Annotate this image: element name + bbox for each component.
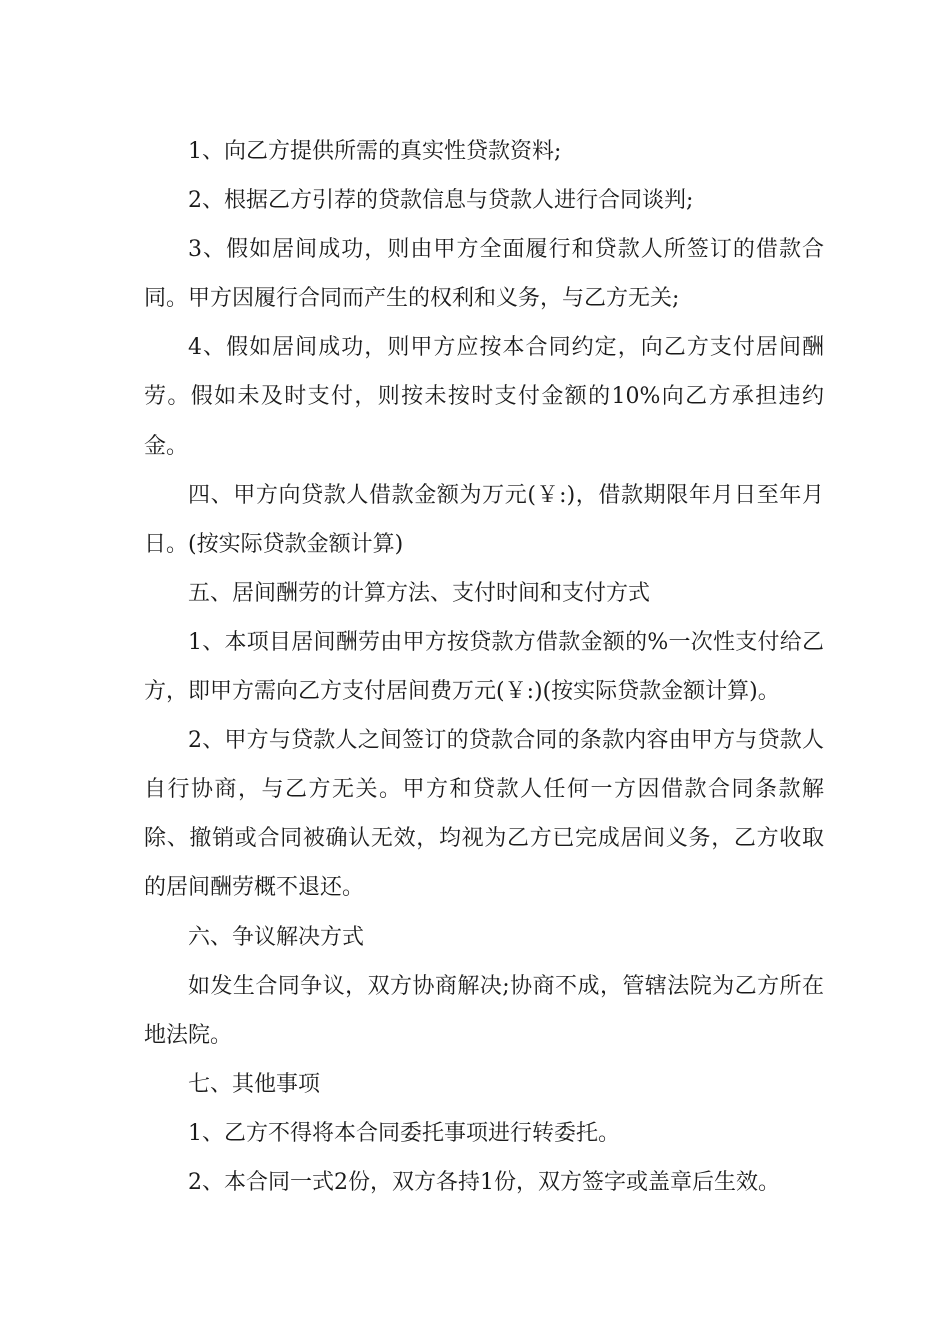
document-body	[144, 127, 824, 1207]
paragraph: 2、本合同一式2份，双方各持1份，双方签字或盖章后生效。	[188, 1169, 780, 1195]
paragraph: 2、根据乙方引荐的贷款信息与贷款人进行合同谈判;	[188, 188, 694, 214]
section-heading: 六、争议解决方式	[188, 924, 365, 950]
section-heading: 七、其他事项	[188, 1071, 321, 1097]
paragraph: 2、甲方与贷款人之间签订的贷款合同的条款内容由甲方与贷款人自行协商，与乙方无关。甲方和贷款人任何一方因借款合同条款解除、撤销或合同被确认无效，均视为乙方已完成居间义务，乙方收取的居间酬劳概不退还。	[144, 728, 824, 901]
paragraph: 1、本项目居间酬劳由甲方按贷款方借款金额的%一次性支付给乙方，即甲方需向乙方支付居间费万元(￥:)(按实际贷款金额计算)。	[144, 629, 824, 705]
paragraph: 1、向乙方提供所需的真实性贷款资料;	[188, 139, 562, 164]
paragraph: 四、甲方向贷款人借款金额为万元(￥:)，借款期限年月日至年月日。(按实际贷款金额计算)	[144, 482, 824, 557]
paragraph: 如发生合同争议，双方协商解决;协商不成，管辖法院为乙方所在地法院。	[144, 973, 824, 1048]
paragraph: 3、假如居间成功，则由甲方全面履行和贷款人所签订的借款合同。甲方因履行合同而产生的权利和义务，与乙方无关;	[144, 237, 824, 312]
paragraph: 4、假如居间成功，则甲方应按本合同约定，向乙方支付居间酬劳。假如未及时支付，则按未按时支付金额的10%向乙方承担违约金。	[144, 335, 824, 459]
section-heading: 五、居间酬劳的计算方法、支付时间和支付方式	[188, 580, 651, 606]
paragraph: 1、乙方不得将本合同委托事项进行转委托。	[188, 1120, 620, 1146]
